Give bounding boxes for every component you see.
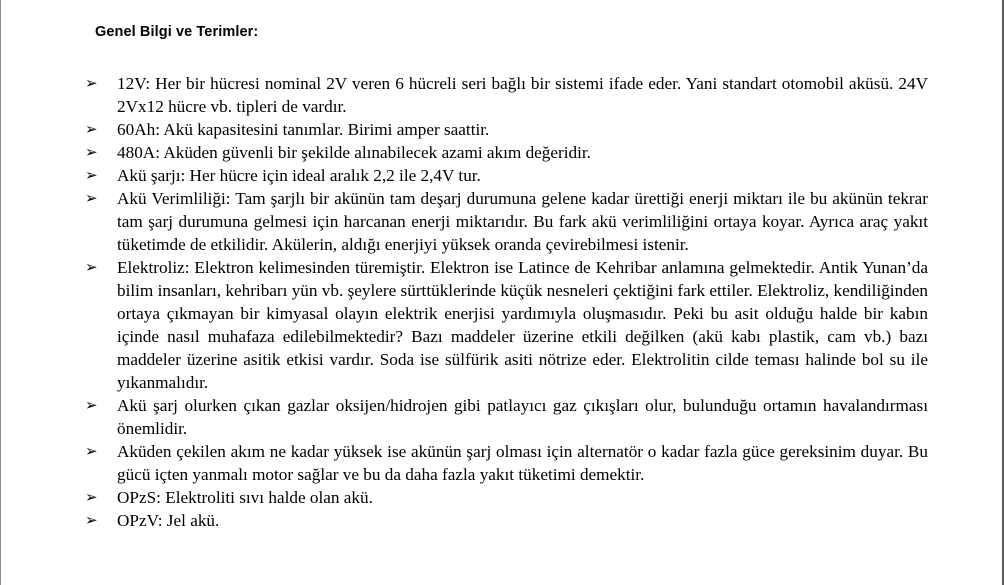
list-item — [85, 118, 928, 141]
list-item — [85, 256, 928, 394]
arrowhead-bullet-icon: ➢ — [85, 143, 98, 161]
arrowhead-bullet-icon: ➢ — [85, 488, 98, 506]
arrowhead-bullet-icon: ➢ — [85, 396, 98, 414]
arrowhead-bullet-icon: ➢ — [85, 120, 98, 138]
list-item-text: 12V: Her bir hücresi nominal 2V veren 6 hücreli seri bağlı bir sistemi ifade eder. Yani standart otomobil aküsü. 24V 2Vx12 hücre vb. tipleri de vardır. — [117, 74, 928, 116]
section-heading: Genel Bilgi ve Terimler: — [95, 24, 259, 40]
list-item — [85, 141, 928, 164]
list-item — [85, 486, 928, 509]
list-item — [85, 187, 928, 256]
arrowhead-bullet-icon: ➢ — [85, 511, 98, 529]
list-item-text: OPzV: Jel akü. — [117, 511, 220, 530]
list-item — [85, 164, 928, 187]
arrowhead-bullet-icon: ➢ — [85, 74, 98, 92]
arrowhead-bullet-icon: ➢ — [85, 442, 98, 460]
list-item-text: OPzS: Elektroliti sıvı halde olan akü. — [117, 488, 373, 507]
list-item — [85, 72, 928, 118]
arrowhead-bullet-icon: ➢ — [85, 189, 98, 207]
arrowhead-bullet-icon: ➢ — [85, 166, 98, 184]
list-item-text: Akü Verimliliği: Tam şarjlı bir akünün tam deşarj durumuna gelene kadar ürettiği enerji miktarı ile bu akünün tekrar tam şarj durumuna gelmesi için harcanan enerji miktarıdır. Bu fark akü verimliliğini ortaya koyar. Ayrıca araç yakıt tüketimde de etkilidir. Akülerin, aldığı enerjiyi yüksek oranda çevirebilmesi istenir. — [117, 189, 928, 254]
arrowhead-bullet-icon: ➢ — [85, 258, 98, 276]
list-item-text: Aküden çekilen akım ne kadar yüksek ise akünün şarj olması için alternatör o kadar fazla güce gereksinim duyar. Bu gücü içten yanmalı motor sağlar ve bu da daha fazla yakıt tüketimi demektir. — [117, 442, 928, 484]
terms-list — [85, 72, 928, 532]
list-item — [85, 509, 928, 532]
list-item — [85, 394, 928, 440]
list-item-text: Akü şarjı: Her hücre için ideal aralık 2,2 ile 2,4V tur. — [117, 166, 481, 185]
list-item-text: Akü şarj olurken çıkan gazlar oksijen/hidrojen gibi patlayıcı gaz çıkışları olur, bulunduğu ortamın havalandırması önemlidir. — [117, 396, 928, 438]
list-item — [85, 440, 928, 486]
list-item-text: 60Ah: Akü kapasitesini tanımlar. Birimi amper saattir. — [117, 120, 490, 139]
list-item-text: Elektroliz: Elektron kelimesinden türemiştir. Elektron ise Latince de Kehribar anlamına gelmektedir. Antik Yunan’da bilim insanları, kehribarı yün vb. şeylere sürttüklerinde küçük nesneleri çektiğini fark ettiler. Elektroliz, kendiliğinden ortaya çıkmayan bir kimyasal olayın elektrik enerjisi yardımıyla oluşmasıdır. Peki bu asit olduğu halde bir kabın içinde nasıl muhafaza edilebilmektedir? Bazı maddeler üzerine etkili değilken (akü kabı plastik, cam vb.) bazı maddeler üzerine asitik etkisi vardır. Soda ise sülfürik asiti nötrize eder. Elektrolitin cilde teması halinde bol su ile yıkanmalıdır. — [117, 258, 928, 392]
list-item-text: 480A: Aküden güvenli bir şekilde alınabilecek azami akım değeridir. — [117, 143, 591, 162]
